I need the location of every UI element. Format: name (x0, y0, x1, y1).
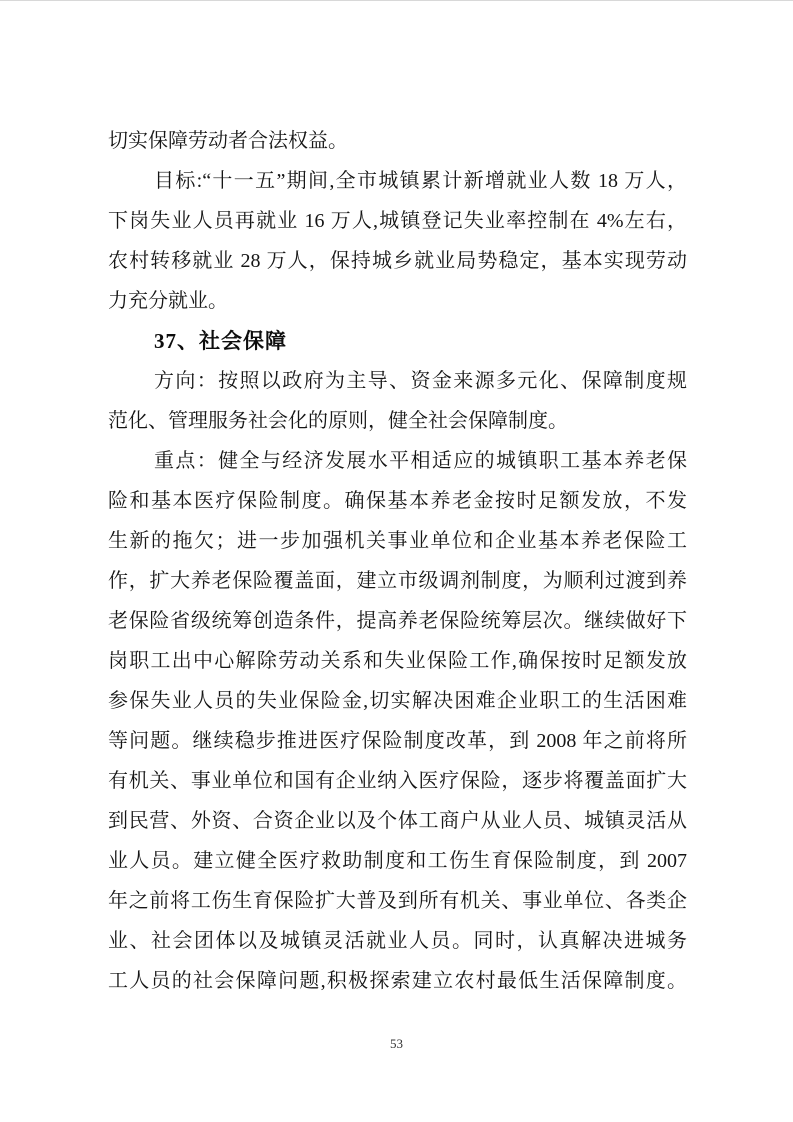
section-heading: 37、社会保障 (154, 329, 287, 353)
document-text-block (108, 121, 687, 1001)
paragraph-line: 险和基本医疗保险制度。确保基本养老金按时足额发放，不发 (108, 490, 687, 512)
paragraph-line: 目标:“十一五”期间,全市城镇累计新增就业人数 18 万人， (154, 170, 687, 192)
paragraph-line: 有机关、事业单位和国有企业纳入医疗保险，逐步将覆盖面扩大 (108, 770, 687, 792)
paragraph-line: 岗职工出中心解除劳动关系和失业保险工作,确保按时足额发放 (108, 650, 687, 672)
paragraph-line: 切实保障劳动者合法权益。 (108, 130, 348, 152)
paragraph-line: 方向：按照以政府为主导、资金来源多元化、保障制度规 (154, 370, 687, 392)
paragraph-line: 下岗失业人员再就业 16 万人,城镇登记失业率控制在 4%左右， (108, 210, 687, 232)
paragraph-line: 范化、管理服务社会化的原则，健全社会保障制度。 (108, 410, 568, 432)
paragraph-line: 年之前将工伤生育保险扩大普及到所有机关、事业单位、各类企 (108, 890, 687, 912)
paragraph-line: 农村转移就业 28 万人，保持城乡就业局势稳定，基本实现劳动 (108, 250, 687, 272)
paragraph-line: 老保险省级统筹创造条件，提高养老保险统筹层次。继续做好下 (108, 610, 687, 632)
paragraph-line: 重点：健全与经济发展水平相适应的城镇职工基本养老保 (154, 450, 687, 472)
page-number: 53 (390, 1036, 403, 1051)
paragraph-line: 等问题。继续稳步推进医疗保险制度改革，到 2008 年之前将所 (108, 730, 687, 752)
paragraph-line: 业、社会团体以及城镇灵活就业人员。同时，认真解决进城务 (108, 930, 687, 952)
paragraph-line: 业人员。建立健全医疗救助制度和工伤生育保险制度，到 2007 (108, 850, 687, 872)
paragraph-line: 参保失业人员的失业保险金,切实解决困难企业职工的生活困难 (108, 690, 687, 712)
paragraph-line: 力充分就业。 (108, 290, 228, 312)
paragraph-line: 工人员的社会保障问题,积极探索建立农村最低生活保障制度。 (108, 970, 687, 992)
paragraph-line: 到民营、外资、合资企业以及个体工商户从业人员、城镇灵活从 (108, 810, 687, 832)
paragraph-line: 生新的拖欠；进一步加强机关事业单位和企业基本养老保险工 (108, 530, 687, 552)
paragraph-line: 作，扩大养老保险覆盖面，建立市级调剂制度，为顺利过渡到养 (108, 570, 687, 592)
